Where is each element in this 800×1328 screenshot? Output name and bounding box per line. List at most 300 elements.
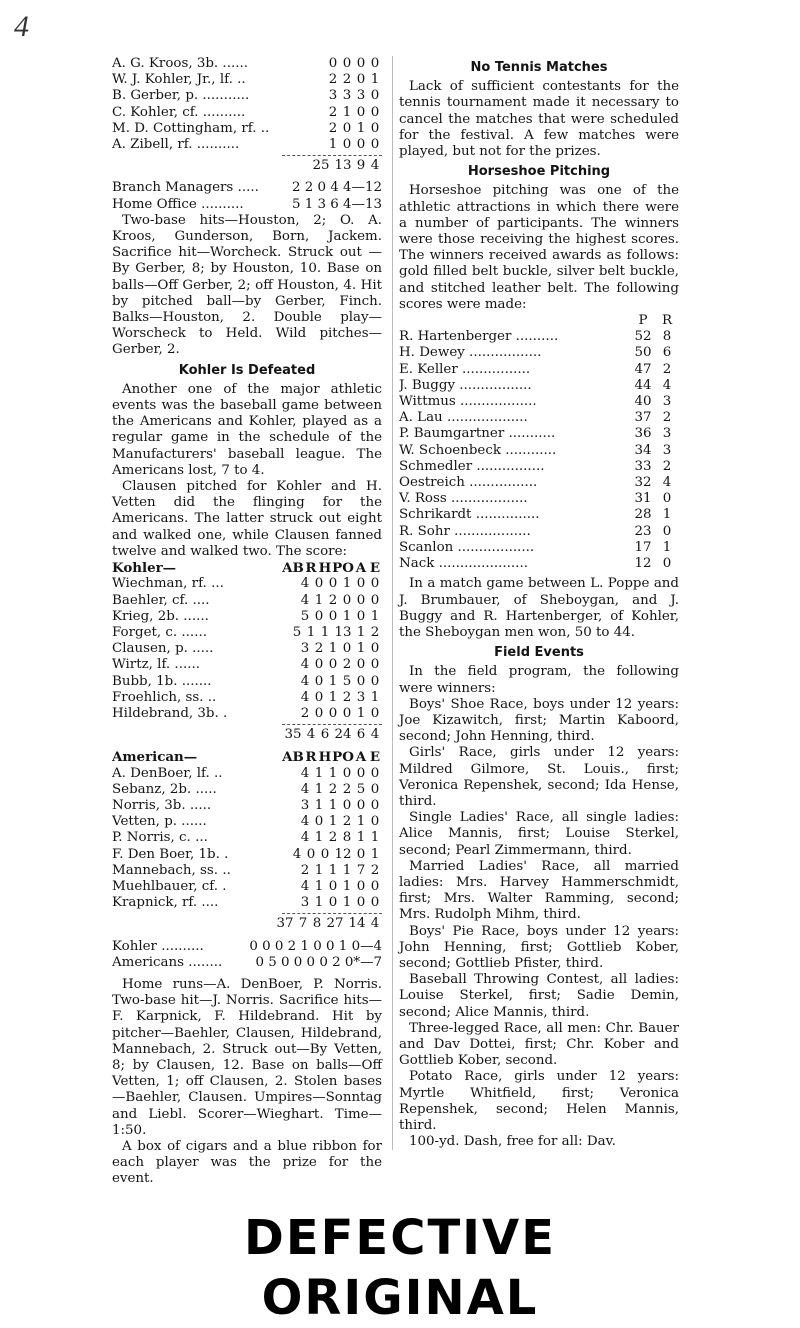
points-cell: 17 <box>634 539 652 555</box>
column-header: H <box>318 560 332 577</box>
horseshoe-row <box>399 507 679 523</box>
horseshoe-row <box>399 524 679 540</box>
line-score-row <box>112 180 382 196</box>
stat-cell: 1 <box>328 862 338 878</box>
points-cell: 34 <box>634 442 652 458</box>
stat-cell: 0 <box>342 705 352 721</box>
stat-cell: 0 <box>370 592 380 608</box>
kohler-paragraph-2: Clausen pitched for Kohler and H. Vetten did the flinging for the Americans. The latter struck out eight and walked one, while Clausen fanned twelve and walked two. The score: <box>112 479 382 559</box>
total-cell: 6 <box>356 727 366 743</box>
box-score-row <box>112 625 382 641</box>
stat-cell: 1 <box>356 705 366 721</box>
right-column <box>392 56 679 1150</box>
field-event-result: Boys' Pie Race, boys under 12 years: John Henning, first; Gottlieb Kober, second; Gottlieb Pfister, third. <box>399 923 679 971</box>
page-number: 4 <box>14 10 29 43</box>
field-event-result: Three-legged Race, all men: Chr. Bauer and Dav Dottei, first; Chr. Kober and Gottlieb Kober, second. <box>399 1020 679 1069</box>
stat-cell: 0 <box>370 781 380 797</box>
stat-cell: 1 <box>370 608 380 624</box>
stat-cell: 4 <box>300 592 310 608</box>
stat-cell: 1 <box>356 624 366 640</box>
player-name: Froehlich, ss. .. <box>112 689 217 705</box>
stat-cell: 1 <box>328 137 338 153</box>
american-totals <box>112 916 382 932</box>
left-column <box>112 56 382 1188</box>
player-name: Baehler, cf. .... <box>112 592 210 608</box>
stat-cell: 0 <box>328 56 338 71</box>
stat-cell: 0 <box>370 797 380 813</box>
column-header: H <box>318 749 332 766</box>
points-cell: 47 <box>634 361 652 377</box>
game-summary-1: Two-base hits—Houston, 2; O. A. Kroos, Gunderson, Born, Jackem. Sacrifice hit—Worcheck. Struck out —By Gerber, 8; by Houston, 10. Base on balls—Off Gerber, 2; off Houston, 4. Hit by pitched ball—by Gerber, Finch. Balks—Houston, 2. Double play—Worscheck to Held. Wild pitches—Gerber, 2. <box>112 212 382 358</box>
player-name: A. Zibell, rf. .......... <box>112 137 240 153</box>
total-cell: 24 <box>334 727 352 743</box>
box-score-row <box>112 576 382 592</box>
horseshoe-headline: Horseshoe Pitching <box>467 164 611 180</box>
stat-cell: 2 <box>328 592 338 608</box>
points-cell: 40 <box>634 394 652 410</box>
stat-cell: 0 <box>356 657 366 673</box>
player-name: Hildebrand, 3b. . <box>112 705 228 721</box>
total-cell: 4 <box>370 158 380 174</box>
stat-cell: 0 <box>370 88 380 104</box>
team-name: Americans ........ <box>112 954 223 970</box>
stat-cell: 4 <box>300 814 310 830</box>
stat-cell: 3 <box>300 895 310 911</box>
stat-cell: 1 <box>342 576 352 592</box>
total-cell: 27 <box>326 916 344 932</box>
box-score-row <box>112 88 382 104</box>
player-name: Bubb, 1b. ....... <box>112 673 212 689</box>
field-intro: In the field program, the following were winners: <box>399 664 679 696</box>
inning-line: 0 0 0 2 1 0 0 1 0—4 <box>249 938 382 954</box>
stat-cell: 0 <box>314 673 324 689</box>
stat-cell: 2 <box>342 657 352 673</box>
team-name: Branch Managers ..... <box>112 180 259 196</box>
stat-cell: 4 <box>300 657 310 673</box>
total-cell: 8 <box>312 916 322 932</box>
pitcher-name: H. Dewey ................. <box>399 345 542 361</box>
stat-cell: 0 <box>328 576 338 592</box>
stat-cell: 0 <box>356 72 366 88</box>
ringers-cell: 8 <box>662 329 672 345</box>
stat-cell: 0 <box>370 56 380 71</box>
stat-cell: 1 <box>328 814 338 830</box>
box-score-row <box>112 641 382 657</box>
stat-cell: 0 <box>356 56 366 71</box>
total-cell: 6 <box>320 727 330 743</box>
american-box-score <box>112 766 382 912</box>
stat-cell: 0 <box>328 895 338 911</box>
stat-cell: 4 <box>300 830 310 846</box>
stat-cell: 1 <box>370 689 380 705</box>
total-cell: 35 <box>284 727 302 743</box>
stat-cell: 0 <box>328 705 338 721</box>
horseshoe-scores <box>399 329 679 572</box>
stat-cell: 8 <box>342 830 352 846</box>
stat-cell: 2 <box>328 830 338 846</box>
pitcher-name: W. Schoenbeck ............ <box>399 442 557 458</box>
stat-cell: 1 <box>314 830 324 846</box>
stat-cell: 0 <box>314 689 324 705</box>
american-table-header <box>112 749 382 765</box>
field-events-headline: Field Events <box>494 645 584 661</box>
points-cell: 37 <box>634 410 652 426</box>
points-cell: 23 <box>634 523 652 539</box>
horseshoe-row <box>399 329 679 345</box>
stat-cell: 0 <box>342 137 352 153</box>
stat-cell: 1 <box>356 641 366 657</box>
field-event-result: Girls' Race, girls under 12 years: Mildred Gilmore, St. Louis., first; Veronica Repenshek, second; Ida Hense, third. <box>399 745 679 809</box>
stat-cell: 4 <box>300 689 310 705</box>
stat-cell: 2 <box>370 862 380 878</box>
stat-cell: 0 <box>356 576 366 592</box>
stat-cell: 1 <box>342 878 352 894</box>
player-name: Mannebach, ss. .. <box>112 862 231 878</box>
stat-cell: 0 <box>356 846 366 862</box>
column-header: R <box>305 749 317 766</box>
stat-cell: 0 <box>370 137 380 153</box>
column-header: AB <box>282 560 304 577</box>
stat-cell: 13 <box>334 624 352 640</box>
field-event-result: 100-yd. Dash, free for all: Dav. <box>409 1134 616 1150</box>
stat-cell: 0 <box>314 576 324 592</box>
stat-cell: 1 <box>314 797 324 813</box>
stat-cell: 1 <box>328 797 338 813</box>
tennis-headline: No Tennis Matches <box>470 60 608 75</box>
stat-cell: 0 <box>370 641 380 657</box>
stat-cell: 5 <box>300 608 310 624</box>
stat-cell: 1 <box>342 104 352 120</box>
kohler-headline: Kohler Is Defeated <box>178 362 316 378</box>
stat-cell: 0 <box>306 846 316 862</box>
horseshoe-row <box>399 426 679 442</box>
total-cell: 37 <box>276 916 294 932</box>
stat-cell: 0 <box>356 895 366 911</box>
pitcher-name: Schrikardt ............... <box>399 507 540 523</box>
field-event-result: Single Ladies' Race, all single ladies: Alice Mannis, first; Louise Sterkel, second; Pearl Zimmermann, third. <box>399 810 679 858</box>
player-name: W. J. Kohler, Jr., lf. .. <box>112 72 246 88</box>
stat-cell: 1 <box>314 781 324 797</box>
box-score-row <box>112 56 382 72</box>
player-name: Vetten, p. ...... <box>112 814 207 830</box>
ringers-cell: 3 <box>662 442 672 458</box>
field-event-result: Potato Race, girls under 12 years: Myrtle Whitfield, first; Veronica Repenshek, second; Helen Mannis, third. <box>399 1069 679 1133</box>
stat-cell: 2 <box>342 689 352 705</box>
box-score-row <box>112 766 382 782</box>
box-score-row <box>112 593 382 609</box>
box-score-row <box>112 609 382 625</box>
stat-cell: 1 <box>314 895 324 911</box>
player-name: M. D. Cottingham, rf. .. <box>112 120 270 136</box>
stat-cell: 0 <box>356 673 366 689</box>
horseshoe-row <box>399 556 679 572</box>
stat-cell: 1 <box>328 641 338 657</box>
ringers-cell: 0 <box>662 523 672 539</box>
stat-cell: 5 <box>342 673 352 689</box>
player-name: Wirtz, lf. ...... <box>112 657 200 673</box>
ringers-cell: 1 <box>662 507 672 523</box>
ringers-cell: 1 <box>662 539 672 555</box>
ringers-cell: 4 <box>662 377 672 393</box>
totals-rule <box>282 155 382 156</box>
horseshoe-row <box>399 378 679 394</box>
player-name: Sebanz, 2b. ..... <box>112 781 217 797</box>
stat-cell: 0 <box>356 797 366 813</box>
inning-line: 2 2 0 4 4—12 <box>291 180 382 196</box>
total-cell: 9 <box>356 158 366 174</box>
pitcher-name: J. Buggy ................. <box>399 377 532 393</box>
american-team-label: American— <box>112 749 198 766</box>
inning-line: 5 1 3 6 4—13 <box>291 196 382 212</box>
field-events-list <box>399 697 679 1151</box>
box-score-row <box>112 690 382 706</box>
stat-cell: 4 <box>292 846 302 862</box>
box-score-row <box>112 674 382 690</box>
box-score-row <box>112 863 382 879</box>
ringers-cell: 0 <box>662 556 672 572</box>
box-score-row <box>112 798 382 814</box>
column-header: E <box>369 749 381 766</box>
line-score-row <box>112 939 382 955</box>
stat-cell: 1 <box>342 862 352 878</box>
points-cell: 50 <box>634 345 652 361</box>
stat-cell: 2 <box>370 624 380 640</box>
stat-cell: 2 <box>328 104 338 120</box>
stat-cell: 2 <box>314 641 324 657</box>
total-cell: 13 <box>334 158 352 174</box>
stat-cell: 0 <box>314 705 324 721</box>
stat-cell: 1 <box>370 846 380 862</box>
game-summary-2: Home runs—A. DenBoer, P. Norris. Two-base hit—J. Norris. Sacrifice hits—F. Karpnick, F. Hildebrand. Hit by pitcher—Baehler, Clausen, Hildebrand, Mannebach, 2. Struck out—By Vetten, 8; by Clausen, 12. Base on balls—Off Vetten, 1; off Clausen, 2. Stolen bases —Baehler, Clausen. Umpires—Sonntag and Liebl. Scorer—Wieghart. Time—1:50. <box>112 976 382 1138</box>
points-cell: 12 <box>634 556 652 572</box>
stat-cell: 4 <box>300 576 310 592</box>
kohler-totals <box>112 727 382 743</box>
player-name: Muehlbauer, cf. . <box>112 878 227 894</box>
stat-cell: 0 <box>342 120 352 136</box>
column-header: PO <box>332 749 354 766</box>
defective-original-stamp: DEFECTIVE ORIGINAL <box>244 1210 556 1326</box>
horseshoe-row <box>399 394 679 410</box>
stat-cell: 4 <box>300 781 310 797</box>
stat-cell: 0 <box>328 878 338 894</box>
stat-cell: 0 <box>342 765 352 781</box>
stat-cell: 0 <box>356 592 366 608</box>
player-name: Krapnick, rf. .... <box>112 895 219 911</box>
box-score-row <box>112 847 382 863</box>
horseshoe-table-header <box>399 313 679 329</box>
pitcher-name: P. Baumgartner ........... <box>399 426 556 442</box>
pitcher-name: R. Sohr .................. <box>399 523 531 539</box>
ringers-cell: 2 <box>662 361 672 377</box>
ringers-cell: 0 <box>662 491 672 507</box>
stat-cell: 0 <box>356 765 366 781</box>
stat-cell: 3 <box>356 689 366 705</box>
box-score-row <box>112 137 382 153</box>
stat-cell: 0 <box>370 104 380 120</box>
stat-cell: 4 <box>300 673 310 689</box>
stat-cell: 5 <box>356 781 366 797</box>
kohler-table-header <box>112 560 382 576</box>
stat-cell: 0 <box>320 846 330 862</box>
pitcher-name: Schmedler ................ <box>399 458 545 474</box>
box-score-row <box>112 830 382 846</box>
stat-cell: 2 <box>342 781 352 797</box>
points-cell: 32 <box>634 475 652 491</box>
kohler-paragraph-1: Another one of the major athletic events was the baseball game between the Americans and Kohler, played as a regular game in the schedule of the Manufacturers' baseball league. The Americans lost, 7 to 4. <box>112 381 382 478</box>
points-cell: 33 <box>634 458 652 474</box>
stat-cell: 0 <box>370 878 380 894</box>
total-cell: 7 <box>298 916 308 932</box>
horseshoe-paragraph: Horseshoe pitching was one of the athletic attractions in which there were a number of participants. The winners were those receiving the highest scores. The winners received awards as follows: gold filled belt buckle, silver belt buckle, and stitched leather belt. The following scores were made: <box>399 183 679 312</box>
box-score-row <box>112 657 382 673</box>
box-score-row <box>112 121 382 137</box>
field-event-result: Married Ladies' Race, all married ladies: Mrs. Harvey Hammerschmidt, first; Mrs. Walter Ramming, second; Mrs. Rudolph Mihm, third. <box>399 858 679 923</box>
stat-cell: 2 <box>300 862 310 878</box>
line-score-row <box>112 197 382 213</box>
stat-cell: 0 <box>328 657 338 673</box>
stat-cell: 0 <box>370 765 380 781</box>
column-header: R <box>305 560 317 577</box>
column-header: A <box>355 749 367 766</box>
stat-cell: 5 <box>292 624 302 640</box>
column-header: E <box>369 560 381 577</box>
box-score-upper-totals <box>112 158 382 174</box>
column-header: A <box>355 560 367 577</box>
stat-cell: 1 <box>328 689 338 705</box>
player-name: A. DenBoer, lf. .. <box>112 765 223 781</box>
box-score-row <box>112 879 382 895</box>
field-event-result: Boys' Shoe Race, boys under 12 years: Joe Kizawitch, first; Martin Kaboord, second; John Henning, third. <box>399 696 679 745</box>
box-score-row <box>112 782 382 798</box>
stat-cell: 1 <box>328 673 338 689</box>
pitcher-name: Wittmus .................. <box>399 394 537 410</box>
stat-cell: 1 <box>320 624 330 640</box>
pitcher-name: R. Hartenberger .......... <box>399 329 559 345</box>
horseshoe-row <box>399 540 679 556</box>
ringers-cell: 4 <box>662 475 672 491</box>
ringers-cell: 2 <box>662 410 672 426</box>
stat-cell: 0 <box>370 895 380 911</box>
points-cell: 44 <box>634 377 652 393</box>
stat-cell: 3 <box>328 88 338 104</box>
stat-cell: 2 <box>328 781 338 797</box>
player-name: Clausen, p. ..... <box>112 641 214 657</box>
column-header: AB <box>282 749 304 766</box>
stat-cell: 2 <box>300 705 310 721</box>
stat-cell: 0 <box>356 137 366 153</box>
pitcher-name: Nack ..................... <box>399 556 528 572</box>
stat-cell: 0 <box>342 56 352 71</box>
player-name: F. Den Boer, 1b. . <box>112 846 229 862</box>
points-cell: 31 <box>634 491 652 507</box>
stat-cell: 1 <box>356 120 366 136</box>
points-cell: 28 <box>634 507 652 523</box>
field-event-result: Baseball Throwing Contest, all ladies: Louise Sterkel, first; Sadie Demin, second; Alice Mannis, third. <box>399 972 679 1020</box>
horseshoe-row <box>399 459 679 475</box>
stat-cell: 0 <box>342 592 352 608</box>
stat-cell: 2 <box>342 814 352 830</box>
box-score-row <box>112 105 382 121</box>
stat-cell: 3 <box>300 641 310 657</box>
totals-rule <box>282 724 382 725</box>
stat-cell: 0 <box>370 673 380 689</box>
team-name: Kohler .......... <box>112 938 204 954</box>
points-cell: 52 <box>634 329 652 345</box>
stat-cell: 1 <box>314 592 324 608</box>
horseshoe-row <box>399 491 679 507</box>
line-score-row <box>112 955 382 971</box>
ringers-cell: 3 <box>662 394 672 410</box>
stat-cell: 2 <box>328 72 338 88</box>
stat-cell: 1 <box>342 895 352 911</box>
stat-cell: 1 <box>306 624 316 640</box>
ringers-header: R <box>661 313 673 329</box>
player-name: A. G. Kroos, 3b. ...... <box>112 56 248 71</box>
stat-cell: 1 <box>342 608 352 624</box>
player-name: Wiechman, rf. ... <box>112 576 224 592</box>
total-cell: 4 <box>370 727 380 743</box>
totals-rule <box>282 913 382 914</box>
stat-cell: 0 <box>328 608 338 624</box>
stat-cell: 0 <box>342 641 352 657</box>
pitcher-name: Oestreich ................ <box>399 475 538 491</box>
player-name: C. Kohler, cf. .......... <box>112 104 246 120</box>
stat-cell: 1 <box>314 765 324 781</box>
kohler-box-score <box>112 576 382 722</box>
player-name: Krieg, 2b. ...... <box>112 608 209 624</box>
horseshoe-row <box>399 410 679 426</box>
stat-cell: 1 <box>314 862 324 878</box>
horseshoe-row <box>399 443 679 459</box>
box-score-row <box>112 814 382 830</box>
ringers-cell: 2 <box>662 458 672 474</box>
stat-cell: 3 <box>300 797 310 813</box>
points-cell: 36 <box>634 426 652 442</box>
horseshoe-row <box>399 475 679 491</box>
stat-cell: 2 <box>328 120 338 136</box>
column-header: PO <box>332 560 354 577</box>
stat-cell: 0 <box>314 814 324 830</box>
total-cell: 4 <box>370 916 380 932</box>
box-score-row <box>112 72 382 88</box>
stat-cell: 1 <box>356 830 366 846</box>
player-name: P. Norris, c. ... <box>112 830 208 846</box>
stat-cell: 0 <box>370 814 380 830</box>
stat-cell: 1 <box>370 830 380 846</box>
stat-cell: 1 <box>328 765 338 781</box>
stat-cell: 12 <box>334 846 352 862</box>
stat-cell: 0 <box>314 608 324 624</box>
line-score-managers <box>112 180 382 212</box>
stat-cell: 0 <box>370 576 380 592</box>
pitcher-name: Scanlon .................. <box>399 539 535 555</box>
tennis-paragraph: Lack of sufficient contestants for the tennis tournament made it necessary to cancel the matches that were scheduled for the festival. A few matches were played, but not for the prizes. <box>399 79 679 160</box>
stat-cell: 7 <box>356 862 366 878</box>
stat-cell: 4 <box>300 765 310 781</box>
pitcher-name: V. Ross .................. <box>399 491 528 507</box>
stat-cell: 0 <box>370 705 380 721</box>
stat-cell: 3 <box>342 88 352 104</box>
player-name: Forget, c. ...... <box>112 624 207 640</box>
horseshoe-row <box>399 362 679 378</box>
stat-cell: 0 <box>314 657 324 673</box>
inning-line: 0 5 0 0 0 0 2 0*—7 <box>255 954 382 970</box>
player-name: B. Gerber, p. ........... <box>112 88 250 104</box>
cigars-paragraph: A box of cigars and a blue ribbon for each player was the prize for the event. <box>112 1139 382 1187</box>
box-score-row <box>112 895 382 911</box>
total-cell: 4 <box>306 727 316 743</box>
ringers-cell: 3 <box>662 426 672 442</box>
